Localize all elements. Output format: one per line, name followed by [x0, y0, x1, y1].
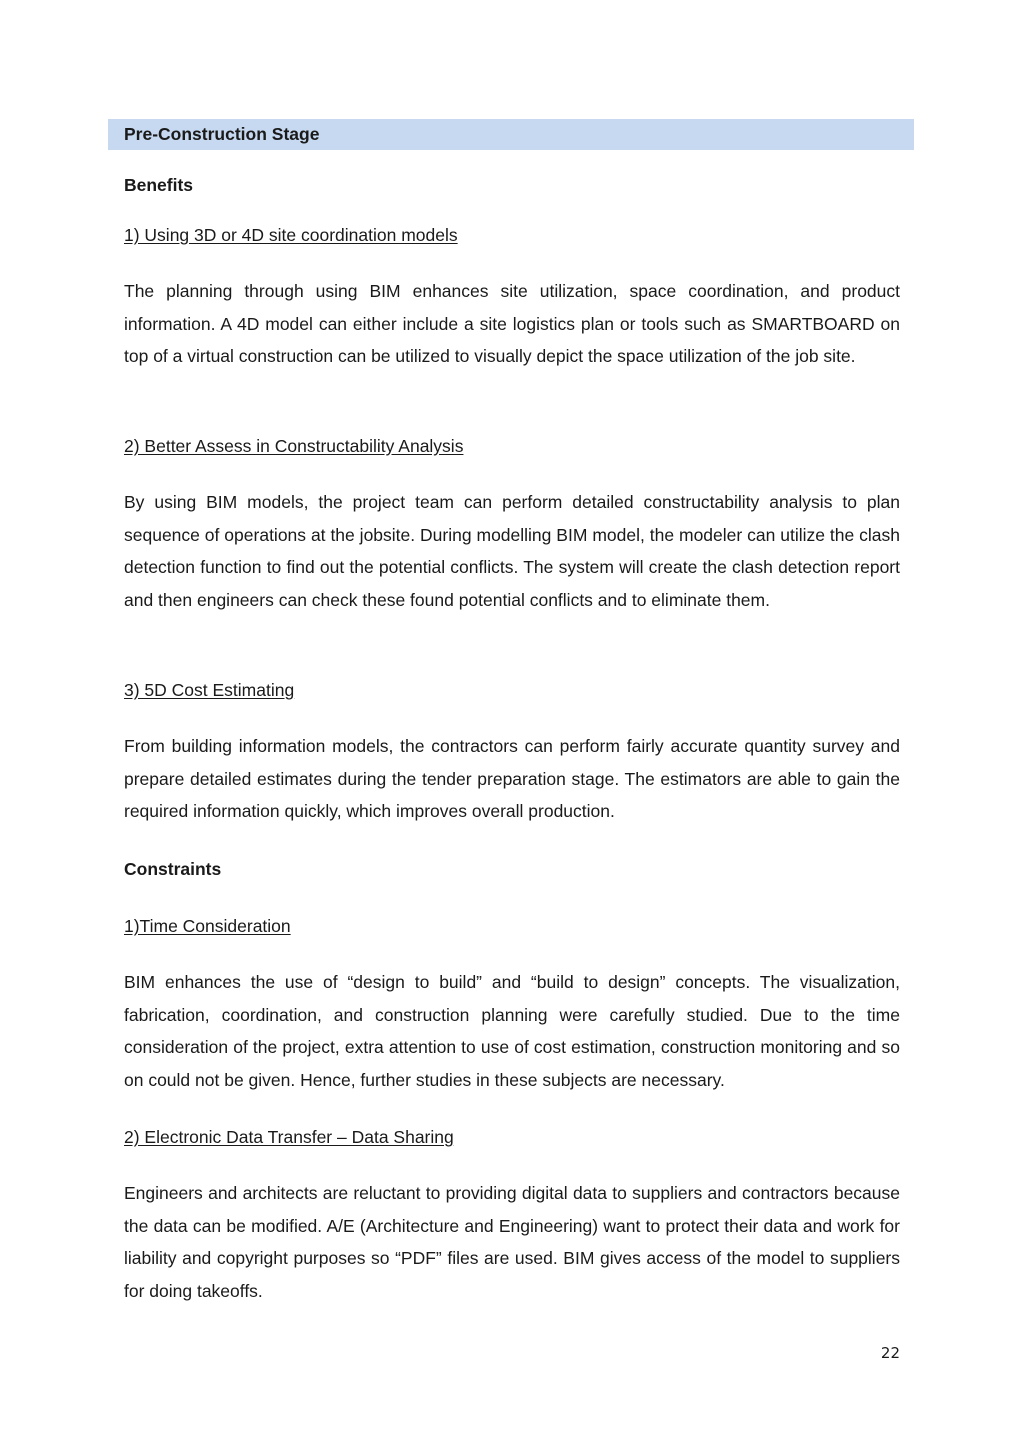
- benefit-2-body: By using BIM models, the project team can perform detailed constructability analysis to plan sequence of operations at the jobsite. During modelling BIM model, the modeler can utilize the clash detection function to find out the potential conflicts. The system will create the clash detection report and then engineers can check these found potential conflicts and to eliminate them.: [124, 492, 900, 611]
- section-banner: [108, 119, 914, 150]
- benefit-1-title: 1) Using 3D or 4D site coordination models: [124, 225, 458, 245]
- benefit-3-body: From building information models, the contractors can perform fairly accurate quantity survey and prepare detailed estimates during the tender preparation stage. The estimators are able to gain the required information quickly, which improves overall production.: [124, 736, 900, 822]
- page-number: 22: [880, 1344, 900, 1362]
- benefits-heading: Benefits: [124, 175, 194, 195]
- constraint-2-body: Engineers and architects are reluctant to providing digital data to suppliers and contractors because the data can be modified. A/E (Architecture and Engineering) want to protect their data and work for liability and copyright purposes so “PDF” files are used. BIM gives access of the model to suppliers for doing takeoffs.: [124, 1183, 900, 1302]
- benefit-3-title: 3) 5D Cost Estimating: [124, 680, 295, 700]
- constraint-1-body: BIM enhances the use of “design to build” and “build to design” concepts. The visualization, fabrication, coordination, and construction planning were carefully studied. Due to the time consideration of the project, extra attention to use of cost estimation, construction monitoring and so on could not be given. Hence, further studies in these subjects are necessary.: [124, 972, 900, 1091]
- constraints-heading: Constraints: [124, 859, 222, 879]
- benefit-2-title: 2) Better Assess in Constructability Analysis: [124, 436, 464, 456]
- constraint-2-title: 2) Electronic Data Transfer – Data Sharing: [124, 1127, 454, 1147]
- benefit-1-body: The planning through using BIM enhances site utilization, space coordination, and product information. A 4D model can either include a site logistics plan or tools such as SMARTBOARD on top of a virtual construction can be utilized to visually depict the space utilization of the job site.: [124, 281, 900, 367]
- section-title: Pre-Construction Stage: [124, 124, 320, 144]
- constraint-1-title: 1)Time Consideration: [124, 916, 291, 936]
